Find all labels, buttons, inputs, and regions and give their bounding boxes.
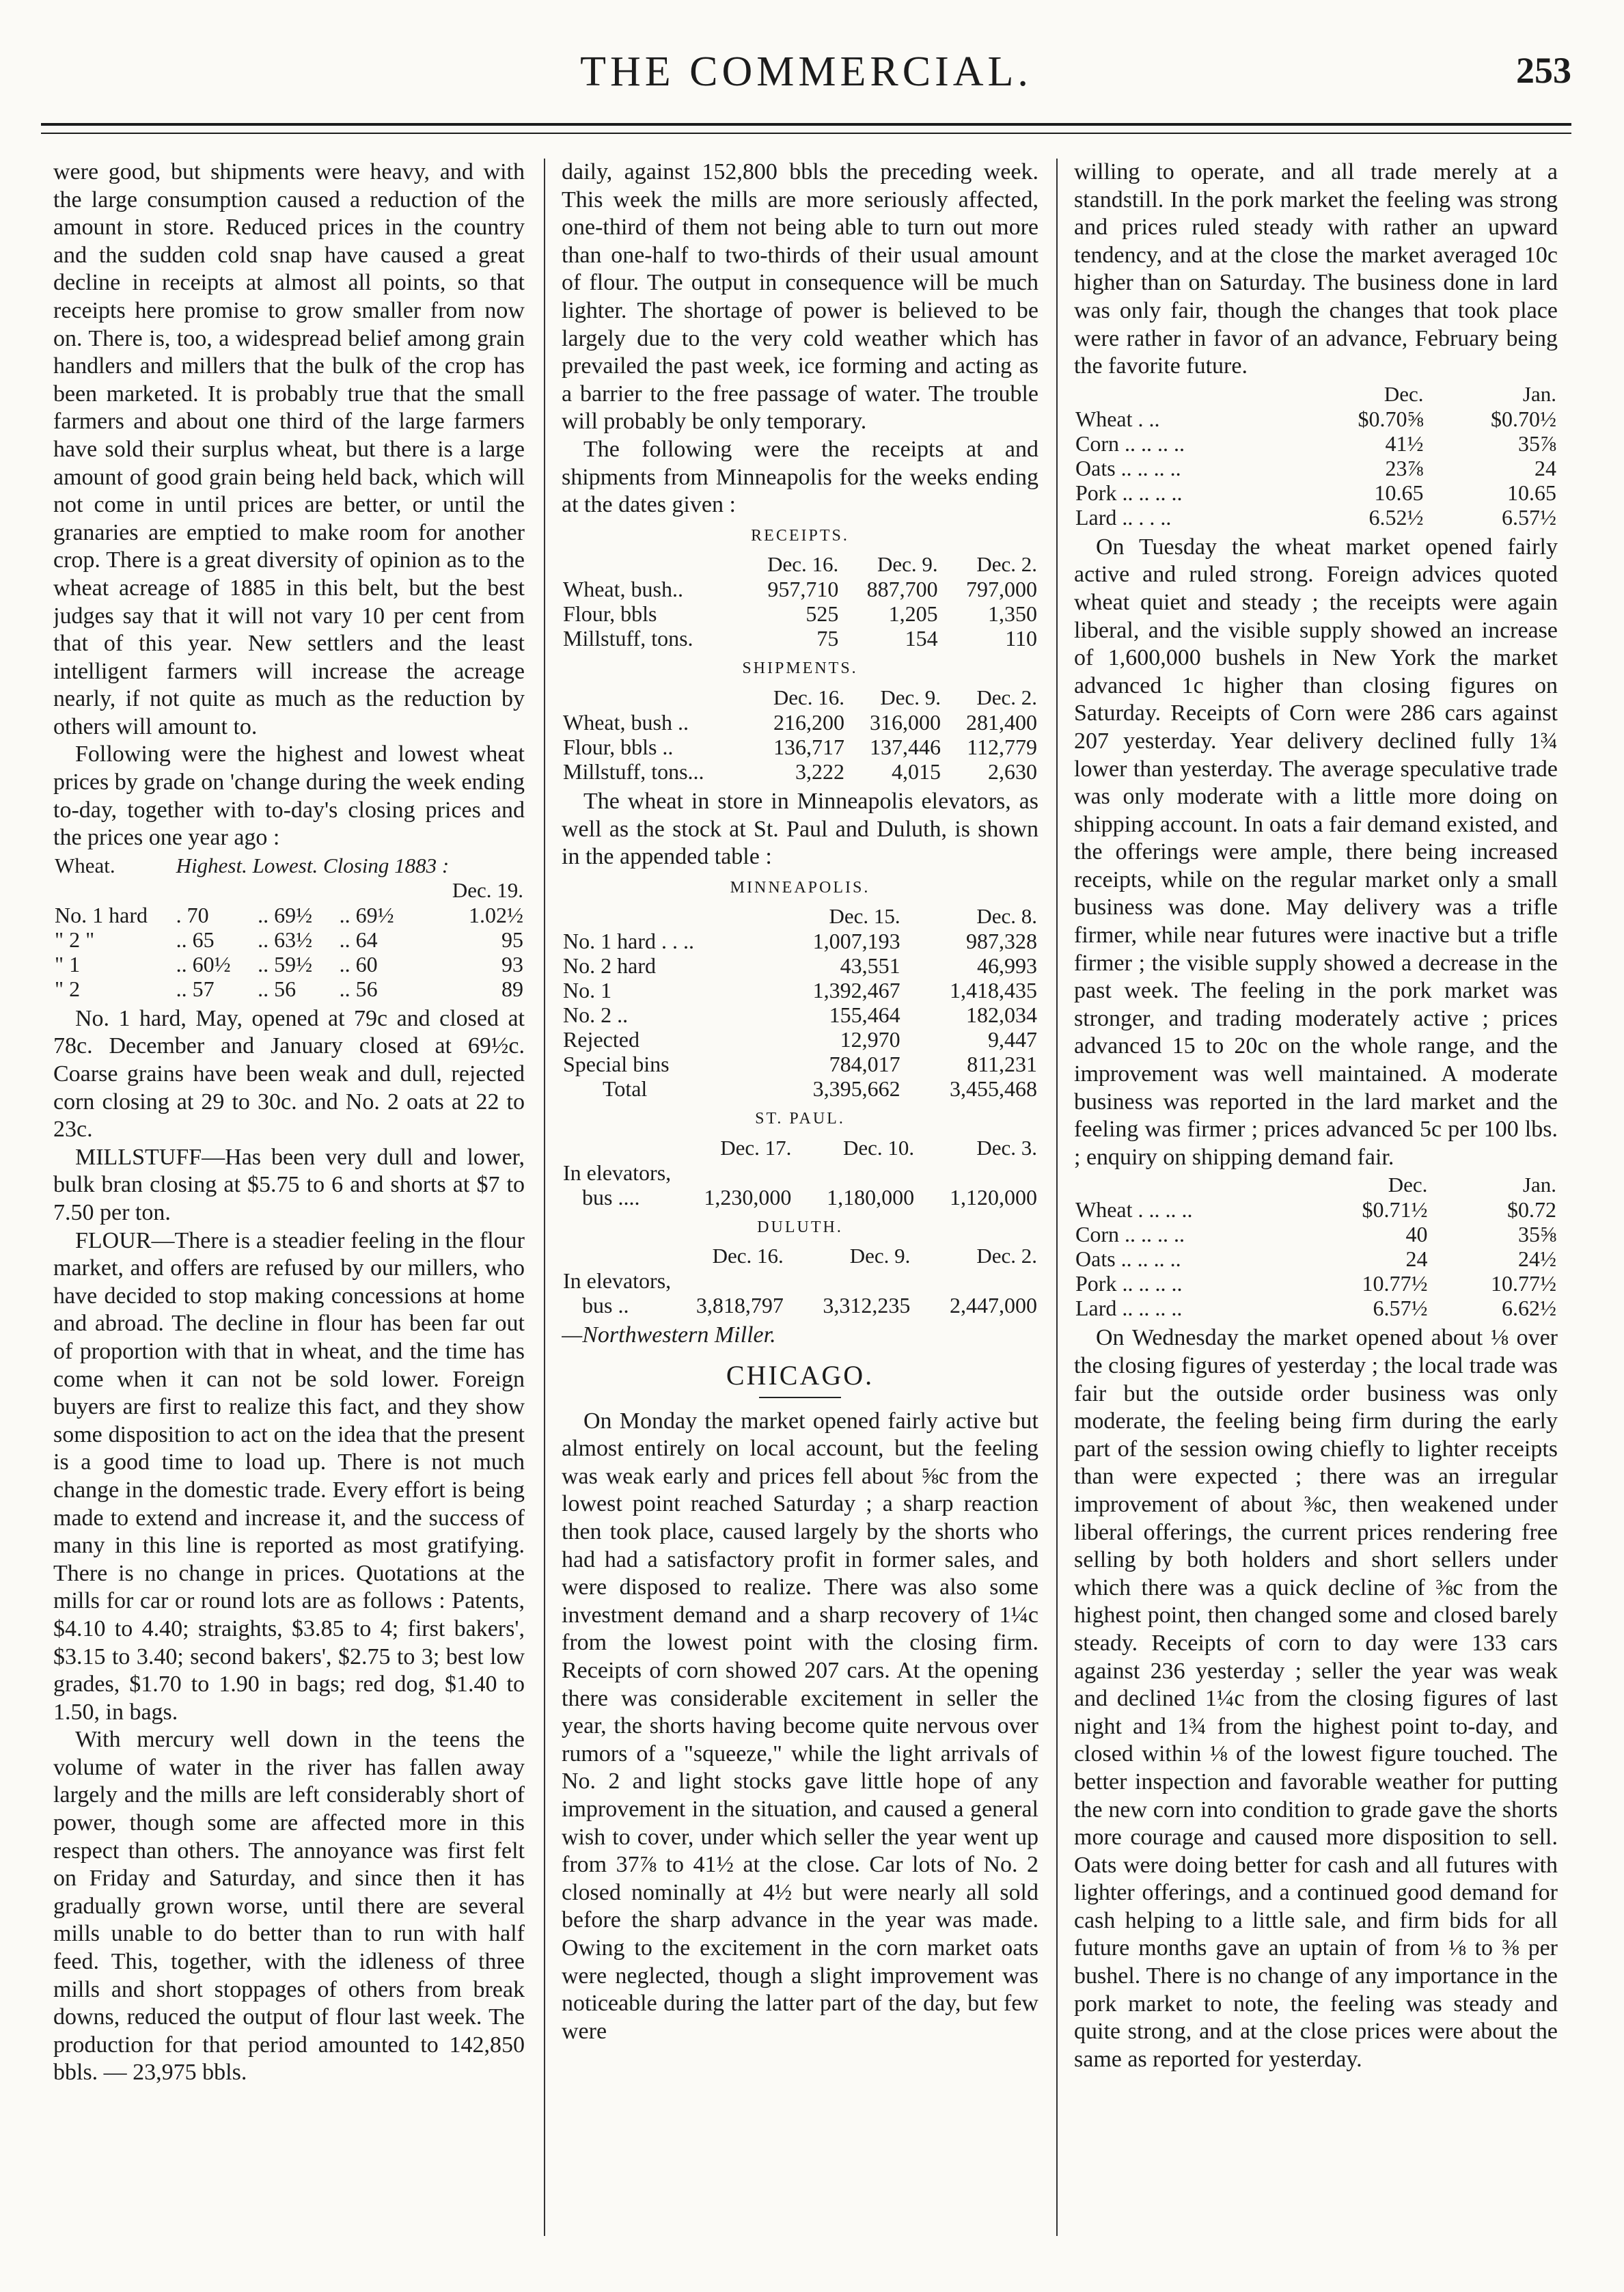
table-cell: 3,818,797 bbox=[696, 1293, 784, 1318]
table-cell: Millstuff, tons. bbox=[563, 626, 693, 651]
table-cell: 46,993 bbox=[977, 953, 1037, 979]
table-cell: .. 60 bbox=[339, 951, 378, 977]
wheat-prices-table bbox=[53, 854, 525, 1001]
table-cell: " 2 bbox=[55, 976, 81, 1001]
table-cell: $0.72 bbox=[1507, 1197, 1556, 1223]
table-header: Dec. 16. bbox=[773, 685, 845, 709]
table-header: Dec. 15. bbox=[829, 904, 900, 929]
table-cell: .. 60½ bbox=[176, 951, 231, 977]
table-row bbox=[562, 577, 1038, 601]
table-cell: 95 bbox=[501, 927, 523, 952]
table-header: Highest. Lowest. Closing 1883 : bbox=[176, 853, 450, 877]
paragraph: MILLSTUFF—Has been very dull and lower, bulk bran closing at $5.75 to 6 and shorts at $7 to 7.50 per ton. bbox=[53, 1144, 525, 1225]
table-row bbox=[1074, 1197, 1558, 1222]
column-2 bbox=[562, 159, 1038, 2236]
column-3 bbox=[1074, 159, 1558, 2236]
table-cell: No. 2 hard bbox=[563, 953, 656, 979]
table-header: Dec. bbox=[1388, 1173, 1428, 1197]
table-row bbox=[562, 1002, 1038, 1027]
table-cell: 35⅞ bbox=[1518, 431, 1556, 456]
table-cell: 1,350 bbox=[988, 601, 1037, 627]
table-row bbox=[1074, 431, 1558, 456]
table-cell: 6.62½ bbox=[1502, 1296, 1556, 1321]
table-cell: 987,328 bbox=[966, 929, 1037, 954]
table-cell: 93 bbox=[501, 951, 523, 977]
table-row bbox=[53, 952, 525, 977]
table-cell: 316,000 bbox=[869, 709, 941, 735]
table-header: Dec. 9. bbox=[877, 552, 938, 577]
table-cell: " 2 " bbox=[55, 927, 95, 952]
table-cell: 40 bbox=[1405, 1222, 1428, 1247]
paragraph: On Monday the market opened fairly active but almost entirely on local account, but the feeling was weak early and prices fell about ⅝c from the lowest point reached Saturday ; a sharp reaction then took place, caused largely by the shorts who had had a satisfactory profit in former sales, and were disposed to realize. There was also some investment demand and a sharp recovery of 1¼c from the lowest point with the closing firm. Receipts of corn showed 207 cars. At the opening there was considerable excitement in seller the year, the shorts having become quite nervous over rumors of a "squeeze," while the light arrivals of No. 2 and light stocks gave little hope of any improvement in the situation, and caused a general wish to cover, under which seller the year went up from 37⅞ to 41½ at the close. Car lots of No. 2 closed nominally at 4½ but were nearly all sold before the sharp advance in the year was made. Owing to the excitement in the corn market oats were neglected, though a slight improvement was noticeable during the latter part of the day, but few were bbox=[562, 1408, 1038, 2044]
table-cell: Oats .. .. .. .. bbox=[1075, 1246, 1181, 1272]
table-row bbox=[562, 978, 1038, 1002]
table-row bbox=[53, 977, 525, 1001]
column-divider bbox=[544, 159, 545, 2236]
chicago-prices-table-monday bbox=[1074, 382, 1558, 530]
paragraph: Following were the highest and lowest wheat prices by grade on 'change during the week ending to-day, together with to-day's closing prices and the prices one year ago : bbox=[53, 741, 525, 851]
table-cell: .. 56 bbox=[258, 976, 297, 1001]
table-cell: " 1 bbox=[55, 951, 81, 977]
table-cell: 4,015 bbox=[891, 759, 941, 784]
paragraph: willing to operate, and all trade merely at a standstill. In the pork market the feeling was strong and prices ruled steady with rather an upward tendency, and at the close the market averaged 10c higher than on Saturday. The business done in lard was only fair, though the changes that took place were rather in favor of an advance, February being the favorite future. bbox=[1074, 159, 1558, 379]
table-cell: bus .. bbox=[582, 1293, 629, 1318]
heading-rule bbox=[759, 1397, 841, 1398]
table-cell: 136,717 bbox=[773, 734, 845, 759]
table-cell: 154 bbox=[905, 626, 938, 651]
table-cell: 3,455,468 bbox=[950, 1076, 1037, 1102]
table-cell: Lard .. . . .. bbox=[1075, 504, 1172, 530]
paragraph: On Tuesday the wheat market opened fairly active and ruled strong. Foreign advices quoted wheat quiet and steady ; the receipts were again liberal, and the visible supply showed an increase of 1,600,000 bushels in New York the market advanced 1c higher than closing figures on Saturday. Receipts of Corn were 286 cars against 207 yesterday. Year delivery declined fully 1¾ lower than yesterday. The average speculative trade was only moderate with a little more doing on shipping account. In oats a fair demand existed, and the offerings were ample, there being increased receipts, while on the regular market only a small business was done. May delivery was a trifle firmer, while near futures were inactive but a trifle firmer ; the visible supply showed a decrease in the past week. The feeling in the pork market was stronger, and trading moderately active ; prices advanced 15 to 20c on the whole range, and the improvement was well maintained. A moderate business was reported in the lard market and the feeling was firmer ; prices advanced 5c per 100 lbs. ; enquiry on shipping demand fair. bbox=[1074, 534, 1558, 1170]
table-cell: $0.71½ bbox=[1362, 1197, 1428, 1223]
table-caption: ST. PAUL. bbox=[755, 1110, 845, 1128]
table-cell: 182,034 bbox=[966, 1002, 1037, 1028]
masthead-rule-thin bbox=[41, 133, 1571, 134]
paragraph: FLOUR—There is a steadier feeling in the flour market, and offers are refused by our millers, who have decided to stop making concessions at home and abroad. The decline in flour has been far out of proportion with that in wheat, and the time has come when it can not be sold lower. Foreign buyers are first to realize this fact, and they show some disposition to act on the idea that the present is a good time to load up. There is not much change in the domestic trade. Every effort is being made to extend and increase it, and the success of many in this line is reported as most gratifying. There is no change in prices. Quotations at the mills for car or round lots are as follows : Patents, $4.10 to 4.40; straights, $3.85 to 4; first bakers', $3.15 to 3.40; second bakers', $2.75 to 3; best low grades, $1.70 to 1.90 in bags; red dog, $1.40 to 1.50, in bags. bbox=[53, 1227, 525, 1725]
table-cell: 112,779 bbox=[967, 734, 1037, 759]
table-row bbox=[53, 903, 525, 927]
column-1 bbox=[53, 159, 525, 2236]
table-row bbox=[1074, 505, 1558, 530]
table-header: Dec. 16. bbox=[712, 1244, 784, 1268]
table-header: Jan. bbox=[1522, 1173, 1556, 1197]
table-cell: 35⅝ bbox=[1518, 1222, 1556, 1247]
table-cell: 525 bbox=[806, 601, 839, 627]
table-cell: Wheat, bush.. bbox=[563, 577, 683, 602]
table-cell: 6.52½ bbox=[1368, 504, 1424, 530]
table-row bbox=[562, 953, 1038, 978]
table-cell: 110 bbox=[1005, 626, 1037, 651]
table-cell: $0.70⅝ bbox=[1358, 406, 1424, 431]
table-cell: 2,447,000 bbox=[950, 1293, 1037, 1318]
table-cell: Wheat, bush .. bbox=[563, 709, 689, 735]
table-cell: 1,418,435 bbox=[950, 978, 1037, 1003]
table-cell: Pork .. .. .. .. bbox=[1075, 1271, 1183, 1296]
table-cell: 3,395,662 bbox=[812, 1076, 900, 1102]
table-header: Dec. 19. bbox=[452, 877, 523, 902]
table-header: Dec. 2. bbox=[976, 552, 1037, 577]
table-cell: .. 59½ bbox=[258, 951, 313, 977]
table-row bbox=[53, 927, 525, 952]
paragraph: daily, against 152,800 bbls the preceding week. This week the mills are more seriously affected, one-third of them not being able to turn out more than one-half to two-thirds of their usual amount of flour. The output in consequence will be much lighter. The shortage of power is believed to be largely due to the very cold weather which has prevailed the past week, ice forming and acting as a barrier to the free passage of water. The trouble will probably be only temporary. bbox=[562, 159, 1038, 435]
table-cell: 75 bbox=[816, 626, 839, 651]
table-cell: No. 2 .. bbox=[563, 1002, 629, 1028]
table-cell: No. 1 hard . . .. bbox=[563, 929, 694, 954]
table-header: Dec. 9. bbox=[880, 685, 941, 709]
table-caption: RECEIPTS. bbox=[751, 526, 849, 545]
table-header: Dec. 17. bbox=[720, 1135, 792, 1160]
table-cell: 1.02½ bbox=[469, 902, 523, 927]
table-cell: Flour, bbls bbox=[563, 601, 657, 627]
table-cell: Corn .. .. .. .. bbox=[1075, 1222, 1185, 1247]
table-cell: Corn .. .. .. .. bbox=[1075, 431, 1185, 456]
table-row bbox=[1074, 456, 1558, 480]
table-cell: Wheat . .. .. .. bbox=[1075, 1197, 1193, 1223]
table-cell: Flour, bbls .. bbox=[563, 734, 674, 759]
table-header: Dec. bbox=[1384, 381, 1424, 406]
table-cell: 24½ bbox=[1518, 1246, 1556, 1272]
table-row bbox=[1074, 1271, 1558, 1296]
table-cell: $0.70½ bbox=[1491, 406, 1556, 431]
table-cell: 24 bbox=[1534, 455, 1556, 480]
table-cell: .. 65 bbox=[176, 927, 215, 952]
table-row bbox=[1074, 1246, 1558, 1271]
table-row bbox=[562, 710, 1038, 735]
st-paul-table bbox=[562, 1136, 1038, 1210]
table-cell: . 70 bbox=[176, 902, 209, 927]
section-heading: CHICAGO. bbox=[726, 1360, 875, 1391]
table-header: Jan. bbox=[1522, 381, 1556, 406]
table-cell: 12,970 bbox=[840, 1027, 900, 1052]
table-row bbox=[562, 1027, 1038, 1052]
table-row bbox=[562, 1185, 1038, 1210]
table-row bbox=[562, 626, 1038, 651]
table-caption: DULUTH. bbox=[757, 1218, 843, 1236]
table-header: Dec. 2. bbox=[976, 685, 1037, 709]
table-cell: 1,007,193 bbox=[812, 929, 900, 954]
table-cell: .. 63½ bbox=[258, 927, 313, 952]
table-cell: 3,312,235 bbox=[823, 1293, 911, 1318]
table-cell: 43,551 bbox=[840, 953, 900, 979]
table-cell: 2,630 bbox=[988, 759, 1037, 784]
table-row bbox=[562, 1293, 1038, 1318]
table-cell: 811,231 bbox=[967, 1052, 1037, 1077]
table-header: Dec. 16. bbox=[767, 552, 839, 577]
table-row bbox=[1074, 1296, 1558, 1320]
table-row bbox=[562, 1052, 1038, 1076]
paragraph: The following were the receipts at and shipments from Minneapolis for the weeks ending at the dates given : bbox=[562, 436, 1038, 518]
duluth-table bbox=[562, 1244, 1038, 1318]
source-citation: —Northwestern Miller. bbox=[562, 1322, 776, 1348]
table-caption: SHIPMENTS. bbox=[742, 659, 858, 678]
table-cell: In elevators, bbox=[563, 1268, 672, 1294]
table-cell: Pork .. .. .. .. bbox=[1075, 480, 1183, 505]
table-row bbox=[1074, 1222, 1558, 1246]
table-header: Wheat. bbox=[55, 853, 115, 877]
table-cell: 281,400 bbox=[966, 709, 1037, 735]
paragraph: On Wednesday the market opened about ⅛ over the closing figures of yesterday ; the local trade was fair but the outside order business was only moderate, the feeling being firm during the early part of the session owing chiefly to lighter receipts than were expected ; there was an irregular improvement of about ⅜c, then weakened under liberal offerings, the current prices rendering free selling by both holders and short sellers under which there was a quick decline of ⅜c from the highest point, then changed some and closed barely steady. Receipts of corn to day were 133 cars against 236 yesterday ; seller the year was weak and declined 1¼c from the closing figures of last night and 1¾ from the highest point to-day, and closed within ⅛ of the lowest figure touched. The better inspection and favorable weather for putting the new corn into condition to grade gave the shorts more courage and caused more disposition to sell. Oats were doing better for cash and all futures with lighter offerings, and a continued good demand for cash helping to a little sale, and firm bids for all future months gave an uptain of from ⅛ to ⅜ per bushel. There is no change of any importance in the pork market to note, the feeling was steady and quite strong, and at the close prices were about the same as reported for yesterday. bbox=[1074, 1325, 1558, 2072]
table-cell: .. 56 bbox=[339, 976, 378, 1001]
page-number: 253 bbox=[1516, 50, 1571, 91]
table-cell: 1,392,467 bbox=[812, 978, 900, 1003]
table-cell: 137,446 bbox=[869, 734, 941, 759]
table-cell: .. 69½ bbox=[339, 902, 394, 927]
table-cell: 10.77½ bbox=[1362, 1271, 1428, 1296]
table-cell: Wheat . .. bbox=[1075, 406, 1160, 431]
publication-title: THE COMMERCIAL. bbox=[580, 49, 1032, 95]
table-cell: No. 1 bbox=[563, 978, 612, 1003]
table-cell: 24 bbox=[1405, 1246, 1428, 1272]
table-header: Dec. 10. bbox=[843, 1135, 915, 1160]
table-header: Dec. 9. bbox=[849, 1244, 911, 1268]
table-cell: 957,710 bbox=[767, 577, 839, 602]
table-cell: 3,222 bbox=[795, 759, 845, 784]
paragraph: were good, but shipments were heavy, and with the large consumption caused a reduction of the amount in store. Reduced prices in the country and the sudden cold snap have caused a great decline in receipts at almost all points, so that receipts here promise to grow smaller from now on. There is, too, a widespread belief among grain handlers and millers that the bulk of the crop has been marketed. It is probably true that the small farmers and about one third of the large farmers have sold their surplus wheat, but there is a large amount of good grain being held back, which will not come in until prices are better, or until the granaries are emptied to make room for another crop. There is a great diversity of opinion as to the wheat acreage of 1885 in this belt, but the best judges say that it will not vary 10 per cent from that of this year. New settlers and the least intelligent farmers will increase the acreage nearly, if not quite as much as the reduction by others will amount to. bbox=[53, 159, 525, 739]
table-cell: 216,200 bbox=[773, 709, 845, 735]
table-cell: 23⅞ bbox=[1385, 455, 1424, 480]
masthead-rule-thick bbox=[41, 123, 1571, 126]
table-cell: 89 bbox=[501, 976, 523, 1001]
table-cell: 1,180,000 bbox=[827, 1184, 915, 1210]
table-header: Dec. 2. bbox=[976, 1244, 1037, 1268]
table-cell: 6.57½ bbox=[1373, 1296, 1428, 1321]
column-divider bbox=[1056, 159, 1058, 2236]
table-cell: 41½ bbox=[1385, 431, 1424, 456]
table-cell: No. 1 hard bbox=[55, 902, 148, 927]
table-row bbox=[1074, 407, 1558, 431]
table-total-row bbox=[562, 1076, 1038, 1101]
table-cell: 887,700 bbox=[866, 577, 938, 602]
table-cell: 155,464 bbox=[829, 1002, 900, 1028]
table-row bbox=[562, 601, 1038, 626]
table-cell: 1,205 bbox=[888, 601, 938, 627]
table-cell: In elevators, bbox=[563, 1160, 672, 1185]
table-cell: .. 64 bbox=[339, 927, 378, 952]
chicago-prices-table-tuesday bbox=[1074, 1173, 1558, 1320]
table-cell: .. 69½ bbox=[258, 902, 313, 927]
table-header: Dec. 3. bbox=[976, 1135, 1037, 1160]
table-row bbox=[562, 735, 1038, 759]
table-caption: MINNEAPOLIS. bbox=[730, 878, 870, 897]
table-cell: Total bbox=[603, 1076, 648, 1102]
table-cell: 797,000 bbox=[966, 577, 1037, 602]
shipments-table bbox=[562, 685, 1038, 784]
table-cell: 9,447 bbox=[988, 1027, 1037, 1052]
table-cell: 10.65 bbox=[1507, 480, 1556, 505]
table-cell: .. 57 bbox=[176, 976, 215, 1001]
table-header: Dec. 8. bbox=[976, 904, 1037, 929]
masthead bbox=[41, 48, 1571, 109]
table-cell: 1,230,000 bbox=[704, 1184, 792, 1210]
table-cell: 6.57½ bbox=[1502, 504, 1556, 530]
receipts-table bbox=[562, 552, 1038, 651]
table-cell: Oats .. .. .. .. bbox=[1075, 455, 1181, 480]
table-cell: bus .... bbox=[582, 1184, 640, 1210]
paragraph: With mercury well down in the teens the volume of water in the river has fallen away largely and the mills are left considerably short of power, though some are affected more in this respect than others. The annoyance was first felt on Friday and Saturday, and since then it has gradually grown worse, until there are several mills unable to do better than to run with half feed. This, together, with the idleness of three mills and short stoppages of others from break downs, reduced the output of flour last week. The production for that period amounted to 142,850 bbls. — 23,975 bbls. bbox=[53, 1727, 525, 2086]
table-cell: Millstuff, tons... bbox=[563, 759, 704, 784]
table-cell: Special bins bbox=[563, 1052, 670, 1077]
table-cell: Rejected bbox=[563, 1027, 639, 1052]
table-cell: 784,017 bbox=[829, 1052, 900, 1077]
table-cell: 1,120,000 bbox=[950, 1184, 1037, 1210]
table-row bbox=[1074, 480, 1558, 505]
paragraph: The wheat in store in Minneapolis elevators, as well as the stock at St. Paul and Duluth, is shown in the appended table : bbox=[562, 788, 1038, 870]
paragraph: No. 1 hard, May, opened at 79c and closed at 78c. December and January closed at 69½c. Coarse grains have been weak and dull, rejected corn closing at 29 to 30c. and No. 2 oats at 22 to 23c. bbox=[53, 1005, 525, 1143]
minneapolis-table bbox=[562, 904, 1038, 1101]
table-row bbox=[562, 929, 1038, 953]
table-row bbox=[562, 759, 1038, 784]
table-cell: 10.65 bbox=[1374, 480, 1424, 505]
table-cell: 10.77½ bbox=[1491, 1271, 1556, 1296]
table-cell: Lard .. .. .. .. bbox=[1075, 1296, 1183, 1321]
